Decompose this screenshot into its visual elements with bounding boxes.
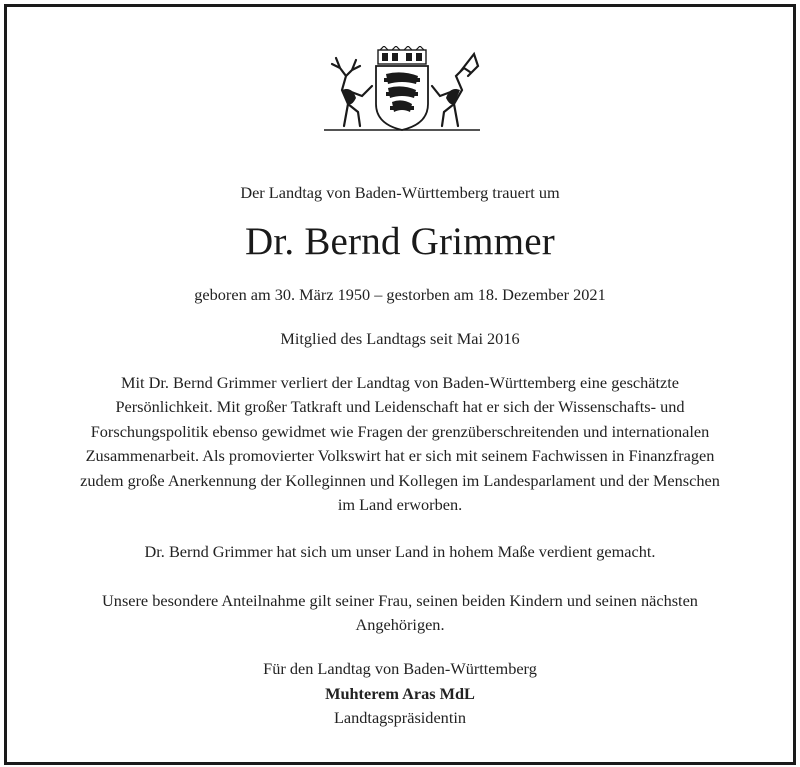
membership-text: Mitglied des Landtags seit Mai 2016 xyxy=(280,329,520,348)
condolence-paragraph xyxy=(30,589,770,638)
baden-wuerttemberg-coat-of-arms-icon xyxy=(322,46,482,132)
tribute-line: im Land erworben. xyxy=(337,495,463,515)
signature-intro: Für den Landtag von Baden-Württemberg xyxy=(263,659,537,678)
tribute-line: Forschungspolitik ebenso gewidmet wie Fragen der grenzüberschreitenden und internationalen xyxy=(90,421,710,441)
tribute-line: zudem große Anerkennung der Kolleginnen und Kollegen im Landesparlament und der Menschen xyxy=(80,470,720,490)
condolence-line: Unsere besondere Anteilnahme gilt seiner Frau, seinen beiden Kindern und seinen nächsten xyxy=(102,591,698,610)
deceased-name: Dr. Bernd Grimmer xyxy=(245,220,555,263)
tribute-line: Zusammenarbeit. Als promovierter Volkswirt hat er sich mit seinem Fachwissen in Finanzfragen xyxy=(85,446,715,466)
condolence-line: Angehörigen. xyxy=(355,615,445,635)
tribute-line: Mit Dr. Bernd Grimmer verliert der Landtag von Baden-Württemberg eine geschätzte xyxy=(120,373,680,392)
tribute-paragraph xyxy=(30,371,770,517)
merit-paragraph: Dr. Bernd Grimmer hat sich um unser Land in hohem Maße verdient gemacht. xyxy=(144,542,656,561)
intro-text: Der Landtag von Baden-Württemberg trauert um xyxy=(240,183,560,202)
tribute-line: Persönlichkeit. Mit großer Tatkraft und Leidenschaft hat er sich der Wissenschafts- und xyxy=(115,397,685,417)
signature-name: Muhterem Aras MdL xyxy=(325,684,475,703)
signature-title: Landtagspräsidentin xyxy=(333,708,467,727)
life-dates: geboren am 30. März 1950 – gestorben am 18. Dezember 2021 xyxy=(194,285,606,304)
